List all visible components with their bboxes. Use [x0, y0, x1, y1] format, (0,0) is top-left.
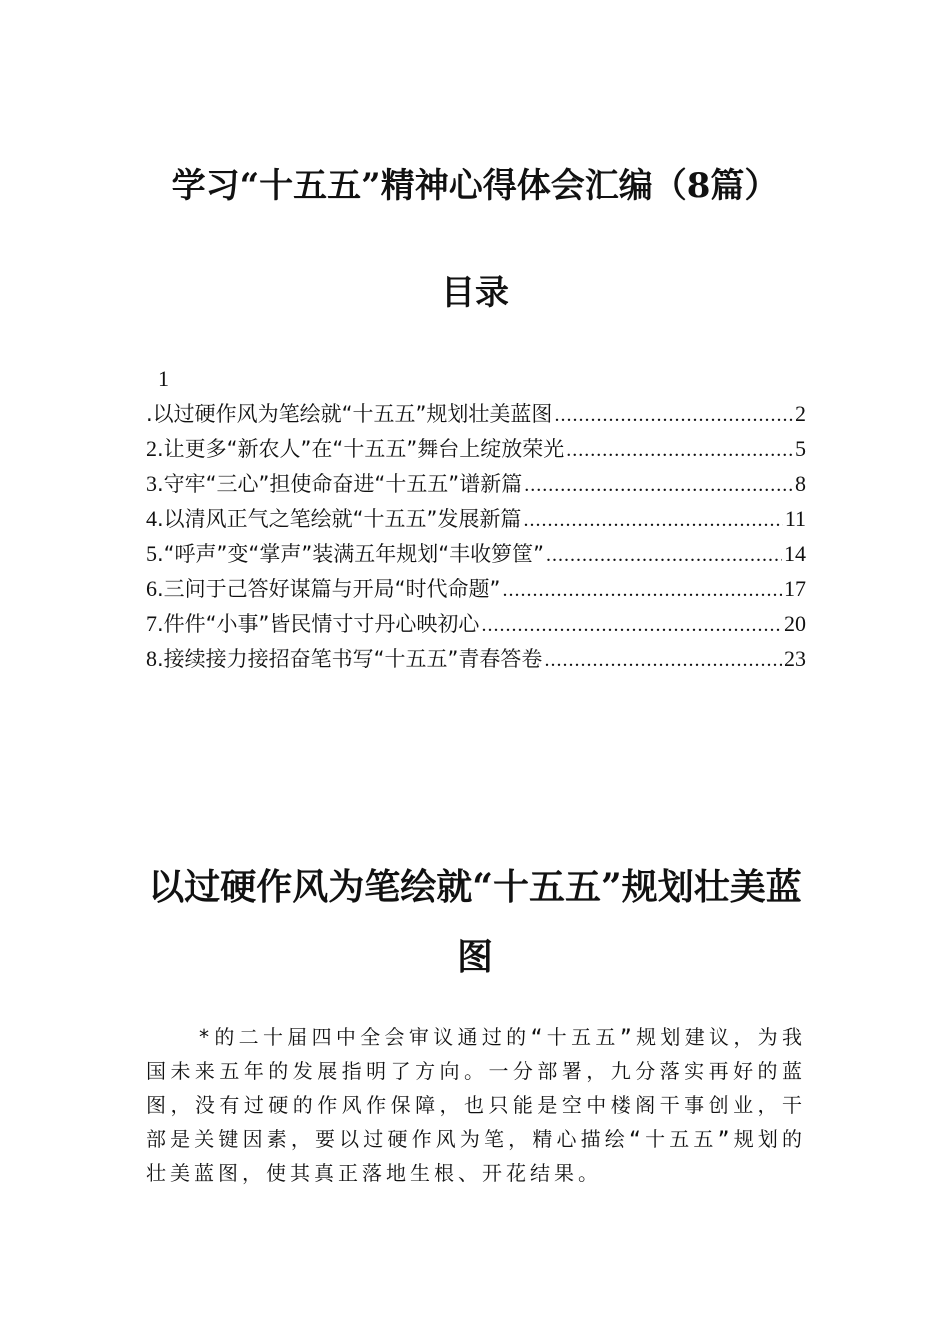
toc-entry-page: 20	[784, 611, 806, 636]
toc-entry-3[interactable]	[146, 468, 806, 503]
toc-entry-number: 5	[146, 541, 157, 566]
toc-entry-page: 17	[784, 576, 806, 601]
toc-entry-page: 11	[784, 506, 806, 531]
toc-leader-dots	[544, 649, 782, 672]
toc-entry-5[interactable]	[146, 538, 806, 573]
toc-entry-title: .“呼声”变“掌声”装满五年规划“丰收箩筐”	[157, 542, 544, 566]
toc-entry-title: .接续接力接招奋笔书写“十五五”青春答卷	[157, 647, 543, 671]
toc-entry-title: .以过硬作风为笔绘就“十五五”规划壮美蓝图	[146, 402, 553, 426]
toc-entry-page: 2	[795, 401, 806, 426]
toc-heading: 目录	[441, 273, 509, 313]
toc-entry-number: 6	[146, 576, 157, 601]
toc-entry-number: 2	[146, 436, 157, 461]
toc-entry-title: .以清风正气之笔绘就“十五五”发展新篇	[157, 507, 522, 531]
toc-leader-dots	[546, 544, 782, 567]
toc-entry-page: 5	[795, 436, 806, 461]
document-title: 学习“十五五”精神心得体会汇编（8篇）	[171, 166, 779, 206]
toc-entry-number: 8	[146, 646, 157, 671]
toc-entry-6[interactable]	[146, 573, 806, 608]
toc-entry-title: .让更多“新农人”在“十五五”舞台上绽放荣光	[157, 437, 565, 461]
toc-entry-title: .三问于己答好谋篇与开局“时代命题”	[157, 577, 501, 601]
toc-entry-page: 14	[784, 541, 806, 566]
toc-leading-number: 1	[158, 366, 169, 391]
table-of-contents	[146, 398, 806, 678]
toc-entry-number: 4	[146, 506, 157, 531]
toc-entry-title: .件件“小事”皆民情寸寸丹心映初心	[157, 612, 480, 636]
toc-entry-1[interactable]	[146, 398, 806, 433]
toc-entry-4[interactable]	[146, 503, 806, 538]
toc-entry-8[interactable]	[146, 643, 806, 678]
toc-entry-7[interactable]	[146, 608, 806, 643]
toc-entry-page: 8	[795, 471, 806, 496]
toc-entry-number: 7	[146, 611, 157, 636]
toc-leader-dots	[481, 614, 782, 637]
toc-entry-2[interactable]	[146, 433, 806, 468]
article-paragraph: *的二十届四中全会审议通过的“十五五”规划建议，为我国未来五年的发展指明了方向。一分部署，九分落实再好的蓝图，没有过硬的作风作保障，也只能是空中楼阁干事创业，干部是关键因素，要以过硬作风为笔，精心描绘“十五五”规划的壮美蓝图，使其真正落地生根、开花结果。	[146, 1025, 806, 1185]
toc-leader-dots	[524, 474, 793, 497]
toc-entry-number: 3	[146, 471, 157, 496]
toc-entry-title: .守牢“三心”担使命奋进“十五五”谱新篇	[157, 472, 523, 496]
toc-leader-dots	[554, 404, 793, 427]
toc-leader-dots	[523, 509, 782, 532]
article-title: 以过硬作风为笔绘就“十五五”规划壮美蓝图	[148, 866, 802, 978]
toc-leader-dots	[566, 439, 793, 462]
toc-leader-dots	[502, 579, 782, 602]
toc-entry-page: 23	[784, 646, 806, 671]
